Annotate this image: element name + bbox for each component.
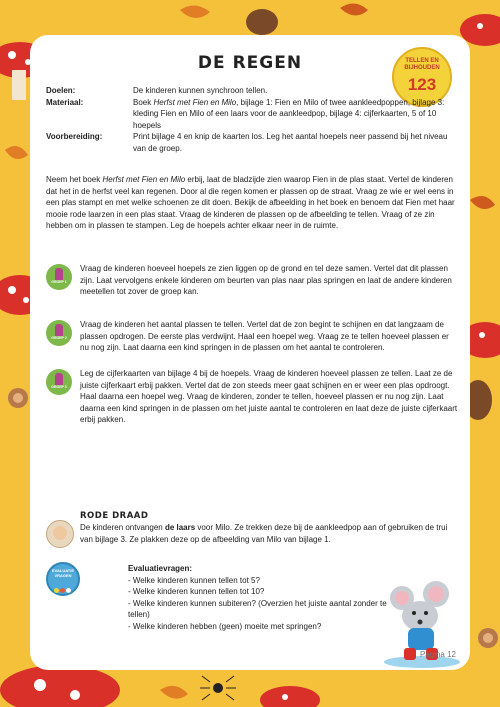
group-3-icon: GROEP 3: [46, 369, 72, 395]
leaf-icon: [470, 196, 495, 209]
evaluation-questions: [128, 563, 388, 632]
rode-draad-text: De kinderen ontvangen de laars voor Milo. Ze trekken deze bij de aankleedpop aan of gebruiken de trui van bijlage 3. Ze plakken deze op de afbeelding van Milo van bijlage 1.: [80, 523, 448, 544]
leaf-icon: [340, 3, 368, 15]
step-group-2: [46, 319, 458, 354]
group-2-icon: GROEP 2: [46, 320, 72, 346]
badge-line2: BIJHOUDEN: [404, 65, 440, 71]
page-number: Pagina 12: [419, 650, 456, 659]
badge-number: 123: [407, 75, 437, 94]
evaluation-question: - Welke kinderen hebben (geen) moeite met springen?: [128, 621, 322, 631]
meta-value: Boek Herfst met Fien en Milo, bijlage 1: Fien en Milo of twee aankleedpoppen, bijlage 3: kleding Fien en Milo of een laars voor de aankleedpop, bijlage 4: cijferkaarten, 5 of 10 hoepels: [133, 97, 445, 130]
meta-row-goals: [46, 85, 456, 97]
leaf-icon: [180, 5, 210, 18]
step-text: Vraag de kinderen het aantal plassen te tellen. Vertel dat de zon begint te schijnen en dat langzaam de plassen opdrogen. De eerste plas verdwijnt. Haal een hoepel weg. Vraag ze te tellen hoeveel plassen er nu nog zijn. Laat daarna een kind springen in de plassen om het aantal te controleren.: [80, 320, 449, 352]
snail-icon: [478, 628, 498, 648]
evaluation-question: - Welke kinderen kunnen tellen tot 10?: [128, 587, 265, 596]
step-group-3: [46, 368, 458, 426]
evaluation-question: - Welke kinderen kunnen subiteren? (Overzien het juiste aantal zonder te tellen): [128, 598, 387, 619]
content-card: [30, 35, 470, 670]
step-text: Vraag de kinderen hoeveel hoepels ze zien liggen op de grond en tel deze samen. Vertel dat dit plassen zijn. Laat vervolgens enkele kinderen om beurten van plas naar plas springen en laat de andere kinderen meetellen tot zover de groep kan.: [80, 264, 452, 296]
mushroom-icon: [260, 686, 320, 707]
spider-icon: [200, 676, 236, 700]
meta-label: Voorbereiding:: [46, 132, 103, 141]
leaf-icon: [5, 146, 28, 159]
badge-line1: TELLEN EN: [405, 58, 439, 64]
evaluation-heading: Evaluatievragen:: [128, 564, 193, 573]
snail-icon: [8, 388, 28, 408]
rode-draad-heading: RODE DRAAD: [80, 511, 149, 521]
meta-row-preparation: [46, 131, 456, 154]
book-title: Herfst met Fien en Milo: [153, 97, 237, 107]
meta-label: Materiaal:: [46, 97, 84, 107]
evaluation-icon: EVALUATIE VRAGEN: [46, 562, 80, 596]
mushroom-icon: [0, 665, 120, 707]
step-text: Leg de cijferkaarten van bijlage 4 bij de hoepels. Vraag de kinderen hoeveel plassen ze tellen. Laat ze de juiste cijferkaart erbij pakken. Vertel dat de zon steeds meer gaat schijnen en er weer een plas opdroogt. Haal daarna een hoepel weg. Vraag de kinderen, zonder te tellen, hoeveel plassen er nu nog zijn. Laat daarna een kind springen in de plassen om het juiste aantal te controleren en laat deze de juiste cijferkaart erbij pakken.: [80, 369, 458, 424]
meta-label: Doelen:: [46, 86, 76, 95]
rode-draad-icon: [46, 520, 74, 548]
group-1-icon: GROEP 1: [46, 264, 72, 290]
meta-row-material: [46, 97, 456, 132]
meta-value: De kinderen kunnen synchroon tellen.: [133, 86, 268, 95]
step-group-1: [46, 263, 458, 298]
intro-paragraph: Neem het boek Herfst met Fien en Milo erbij, laat de bladzijde zien waarop Fien in de plas staat. Vertel de kinderen dat het in de herfst veel kan regenen. Door al die regen komen er plassen op de straat. Vraag ze wie er wel eens in een plas stampt en met welke schoenen ze dit doen. Bekijk de afbeelding in het boek en benoem dat Fien met haar mooie rode laarzen in een plas staat. Vraag de kinderen de plassen op de afbeelding te tellen. Vraag of ze zin hebben om in plassen te stampen. Leg de hoepels achter elkaar neer in de ruimte.: [46, 175, 455, 230]
pinecone-icon: [246, 9, 278, 35]
page-title: DE REGEN: [197, 53, 303, 73]
book-title: Herfst met Fien en Milo: [102, 175, 186, 184]
evaluation-question: - Welke kinderen kunnen tellen tot 5?: [128, 575, 260, 585]
meta-value: Print bijlage 4 en knip de kaarten los. Leg het aantal hoepels neer passend bij het niveau van de groep.: [133, 132, 448, 153]
leaf-icon: [160, 686, 188, 699]
lesson-meta: [46, 85, 456, 154]
